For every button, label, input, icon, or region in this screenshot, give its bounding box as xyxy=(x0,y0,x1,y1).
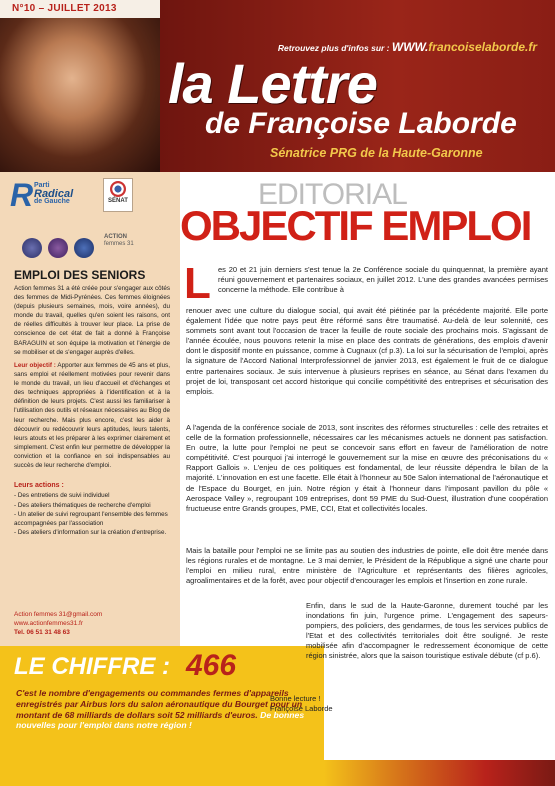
issue-label: N°10 – JUILLET 2013 xyxy=(0,0,160,18)
action-femmes-logo xyxy=(104,234,164,258)
sidebar-contact xyxy=(14,610,102,637)
sidebar-actions-heading: Leurs actions : xyxy=(14,482,64,489)
sidebar-heading: EMPLOI DES SENIORS xyxy=(14,268,146,282)
prg-r-icon: R xyxy=(10,177,34,213)
newsletter-author: de Françoise Laborde xyxy=(205,107,517,140)
partner-logo-2-icon xyxy=(48,238,68,258)
prg-logo xyxy=(10,178,98,212)
editorial-dropcap: L xyxy=(184,259,211,308)
prg-parti: Parti xyxy=(34,182,50,189)
chiffre-text-main: C'est le nombre d'engagements ou commandes fermes d'appareils enregistrés par Airbus lors du salon aéronautique du Bourget pour un montant de 68 milliards de dollars soit 52 milliards d'euros. xyxy=(16,688,303,720)
action-logo-title: ACTION xyxy=(104,234,127,240)
senator-photo xyxy=(0,16,160,172)
website-link[interactable]: francoiselaborde.fr xyxy=(428,40,537,54)
header xyxy=(0,0,555,172)
chiffre-box xyxy=(0,646,324,786)
action-logo-sub: femmes 31 xyxy=(104,241,134,247)
sidebar-objective-lead: Leur objectif : xyxy=(14,362,56,369)
editorial-paragraph-4: Enfin, dans le sud de la Haute-Garonne, durement touché par les inondations fin juin, l'urgence prime. L'engagement des sapeurs-pompiers, des policiers, des gendarmes, de tous les services publics de l'Etat et des collectivités territoriales doit être souligné. Je reste mobilisée afin d'accompagner le redressement économique de cette région sinistrée, alors que la saison touristique estivale débute (cf p.6). xyxy=(306,601,548,661)
newsletter-title: la Lettre xyxy=(168,52,377,115)
contact-phone: Tel. 06 51 31 48 63 xyxy=(14,629,70,636)
sidebar-paragraph-2 xyxy=(14,361,170,470)
partner-logo-3-icon xyxy=(74,238,94,258)
sidebar xyxy=(0,172,180,646)
senat-label: SÉNAT xyxy=(108,198,128,204)
list-item: - Des entretiens de suivi individuel xyxy=(14,492,110,499)
partner-logo-1-icon xyxy=(22,238,42,258)
chiffre-text-highlight: De bonnes nouvelles pour l'emploi dans notre région ! xyxy=(16,709,305,731)
editorial-paragraph-1a: es 20 et 21 juin derniers s'est tenue la 2e Conférence sociale du quinquennat, la première ayant réuni gouvernement et partenaires sociaux, en juillet 2012. L'une des grandes avancées permises concerne la méthode. Elle contribue à xyxy=(218,265,548,295)
partner-logos xyxy=(22,234,172,264)
website-prefix: Retrouvez plus d'infos sur : xyxy=(277,43,392,53)
signature-closing: Bonne lecture ! xyxy=(270,694,321,703)
editorial-kicker: EDITORIAL xyxy=(258,178,407,211)
contact-email[interactable]: Action femmes 31@gmail.com xyxy=(14,611,103,618)
sidebar-paragraph-1: Action femmes 31 a été créée pour s'engager aux côtés des femmes de Midi-Pyrénées. Ces femmes éloignées (depuis plusieurs semaines, mois, voire années), du monde du travail, quelles qu'en soient les raisons, ont de réelles difficultés à trouver leur place. La prise de conscience de cet état de fait a donné à Françoise BARAGUIN et son équipe la motivation et l'énergie de se mobiliser et de s'engager auprès d'elles. xyxy=(14,285,170,356)
newsletter-subtitle: Sénatrice PRG de la Haute-Garonne xyxy=(270,146,483,160)
editorial-paragraph-2: A l'agenda de la conférence sociale de 2013, sont inscrites des réformes structurelles : celle des retraites et celle de la formation professionnelle, nécessaires car les mécanismes actuels ne donnent pas satisfaction. En outre, la lutte pour l'emploi ne peut se concevoir sans effort en faveur de l'amélioration de notre compétitivité. C'est pourquoi j'ai interrogé le gouvernement sur la mise en œuvre des préconisations du « Rapport Gallois ». L'enjeu de ces politiques est fondamental, de leur réussite dépendra le bilan de la majorité. L'innovation en est une facette. Elle était à l'honneur au 50e Salon international de l'aéronautique et de l'Espace du Bourget, en juin. Notre région y était à l'honneur dans l'imposant pavillon du pôle « Aerospace Valley », regroupant 109 entreprises, dont 59 PME du Sud-Ouest, illustration d'une coopération fructueuse entre Grands groupes, PME, CCI, Etat et collectivités locales. xyxy=(186,423,548,513)
editorial-paragraph-1b: renouer avec une culture du dialogue social, qui avait été piétinée par la précédente majorité. Elle porte également l'idée que notre pays peut être réformé sans être traumatisé. Au-delà de leur solennité, ces sommets sont avant tout l'occasion de tracer la feuille de route sociale des prochains mois. S'agissant de l'année écoulée, nous pouvons retenir la mise en place des contrats de générations, des emplois d'avenir dont le dispositif monte en puissance, comme à Cugnaux (cf p.3). La loi sur la sécurisation de l'emploi, après la signature de l'Accord National Interprofessionnel de janvier 2013, est également le fruit de ce dialogue entre partenaires sociaux. Je suis intervenue à plusieurs reprises en séance, au Sénat dans l'examen du projet de loi, transposant cet accord historique qui concilie compétitivité des entreprises et sécurisation des emplois. xyxy=(186,306,548,396)
signature-name: Françoise Laborde xyxy=(270,704,333,713)
website-www: WWW. xyxy=(391,40,429,54)
prg-gauche: de Gauche xyxy=(34,198,70,205)
list-item: - Un atelier de suivi regroupant l'ensemble des femmes accompagnées par l'association xyxy=(14,511,168,527)
chiffre-title: LE CHIFFRE : xyxy=(14,653,170,680)
chiffre-value: 466 xyxy=(186,649,237,682)
sidebar-objective-text: Apporter aux femmes de 45 ans et plus, sans emploi et réellement motivées pour revenir dans le monde du travail, un lieu d'accueil et d'échanges et des techniques appropriées à l'identification et à la définition de leurs projets. C'est aussi les familiariser à l'utilisation des outils et réseaux nécessaires au Blog de leur recherche. Mais plus encore, c'est les aider à découvrir ou redécouvrir leurs aptitudes, leurs talents, leurs atouts et les préparer à les exprimer clairement et simplement. C'est enfin leur permettre de développer la conviction et la confiance en soi indispensables au succès de leur recherche d'emploi. xyxy=(14,362,170,470)
prg-radical: Radical xyxy=(34,188,74,200)
prg-logo-text xyxy=(34,182,73,206)
contact-website[interactable]: www.actionfemmes31.fr xyxy=(14,620,83,627)
sidebar-actions-list xyxy=(14,492,170,539)
chiffre-text xyxy=(16,688,310,731)
bottom-decorative-band xyxy=(324,760,555,786)
senat-seal-icon xyxy=(110,181,126,197)
list-item: - Des ateliers d'information sur la création d'entreprise. xyxy=(14,529,167,537)
list-item: - Des ateliers thématiques de recherche d'emploi xyxy=(14,501,151,509)
senat-logo xyxy=(103,178,133,212)
editorial-title: OBJECTIF EMPLOI xyxy=(180,202,531,249)
editorial-paragraph-3: Mais la bataille pour l'emploi ne se limite pas au soutien des industries de pointe, elle doit être menée dans les régions rurales et de montagne. Le 3 mai dernier, le Président de la République a signé une charte pour l'emploi en milieu rural, entre ministère de l'Agriculture et représentants des filières agricoles, agroalimentaires et de la forêt, avec pour objectif d'encourager les emplois et l'insertion en zone rurale. xyxy=(186,546,548,586)
editorial-signature xyxy=(270,694,333,714)
